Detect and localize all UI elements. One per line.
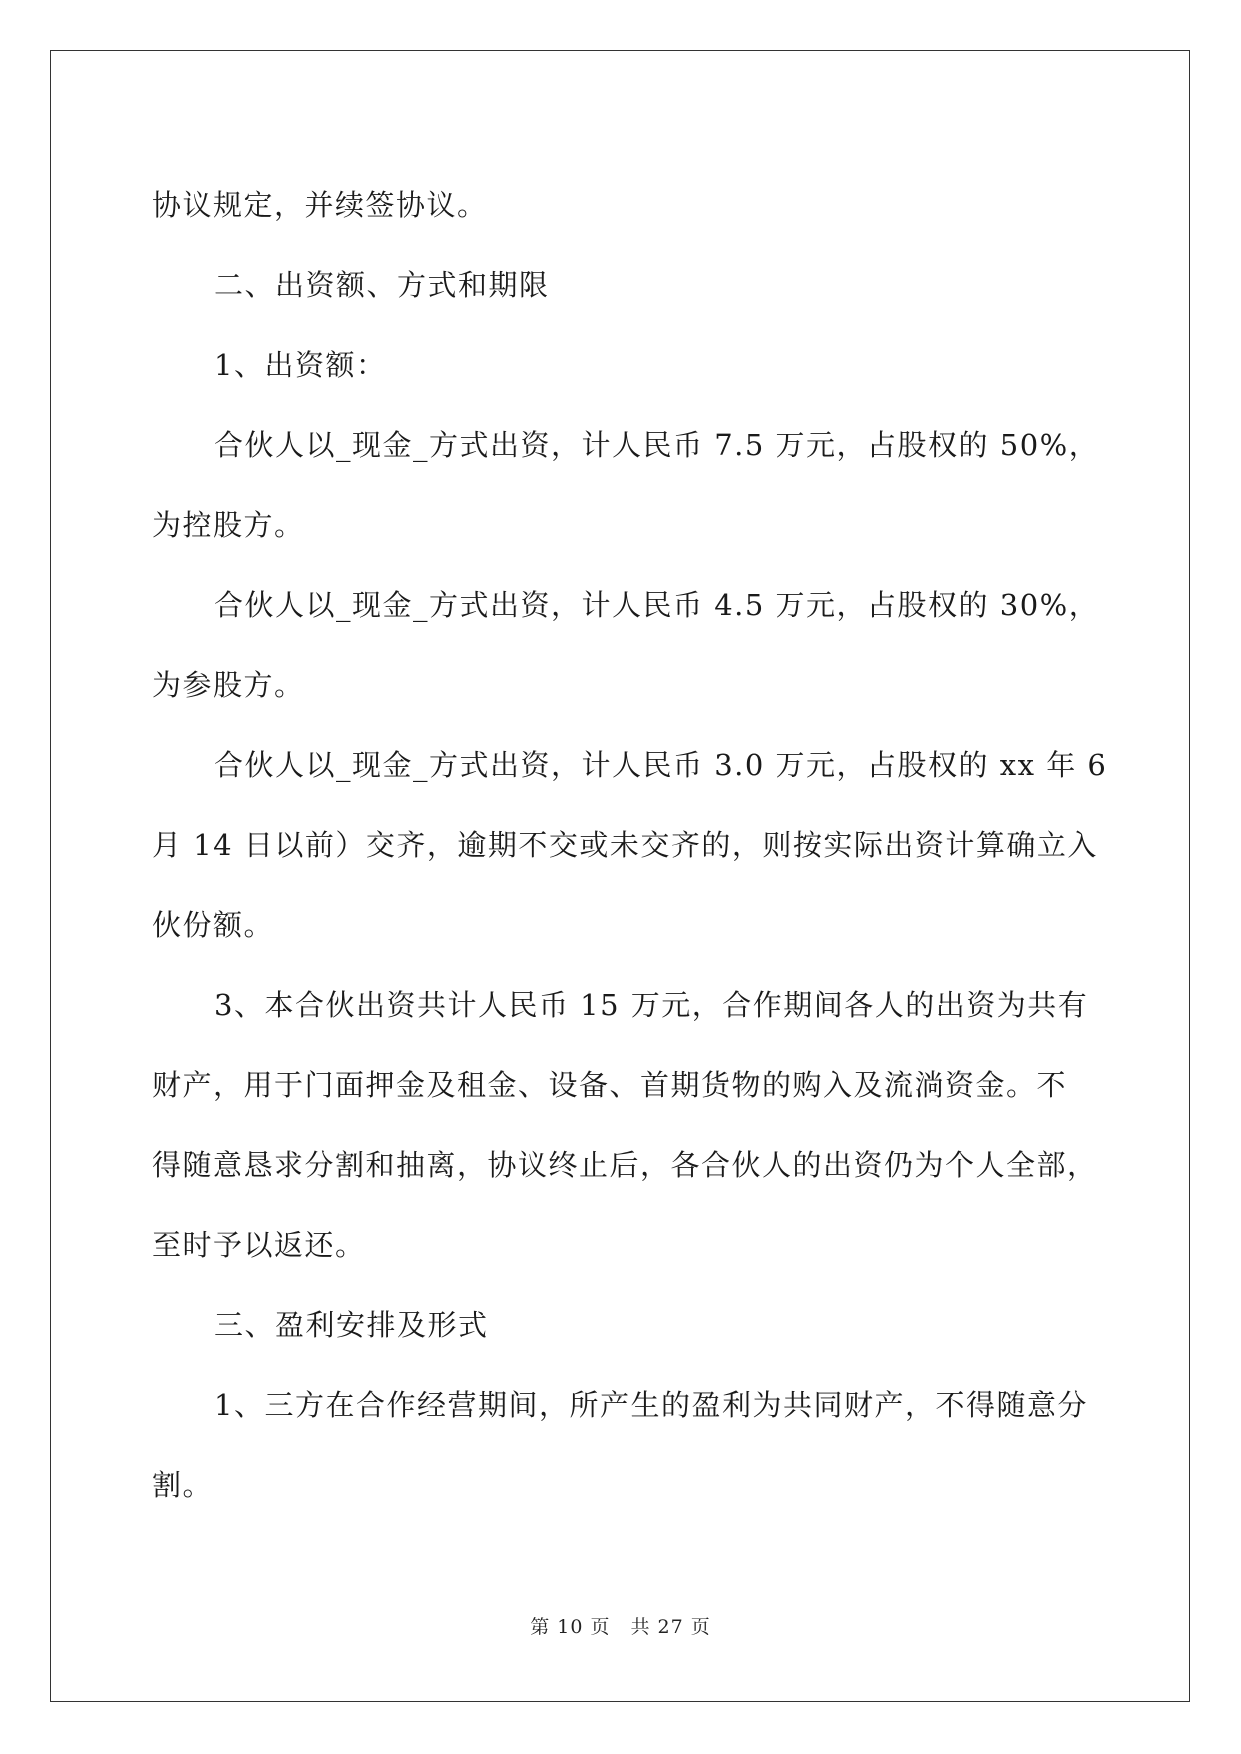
subheading-contribution: 1、出资额： [214, 348, 387, 382]
body-line-9: 月 14 日以前）交齐，逾期不交或未交齐的，则按实际出资计算确立入 [152, 828, 1098, 862]
body-line-13: 得随意恳求分割和抽离，协议终止后，各合伙人的出资仍为个人全部， [152, 1148, 1098, 1182]
body-line-1: 协议规定，并续签协议。 [152, 188, 488, 222]
section-heading-3: 三、盈利安排及形式 [214, 1308, 489, 1342]
body-line-4: 合伙人以_现金_方式出资，计人民币 7.5 万元，占股权的 50%， [214, 428, 1100, 462]
body-line-8: 合伙人以_现金_方式出资，计人民币 3.0 万元，占股权的 xx 年 6 [214, 748, 1108, 782]
section-heading-2: 二、出资额、方式和期限 [214, 268, 550, 302]
body-line-6: 合伙人以_现金_方式出资，计人民币 4.5 万元，占股权的 30%， [214, 588, 1100, 622]
body-line-10: 伙份额。 [152, 908, 275, 942]
body-line-5: 为控股方。 [152, 508, 305, 542]
body-line-11: 3、本合伙出资共计人民币 15 万元，合作期间各人的出资为共有 [214, 988, 1089, 1022]
body-line-16: 1、三方在合作经营期间，所产生的盈利为共同财产，不得随意分 [214, 1388, 1088, 1422]
document-body [152, 165, 1108, 1525]
body-line-17: 割。 [152, 1468, 214, 1502]
body-line-7: 为参股方。 [152, 668, 305, 702]
page-number-footer: 第 10 页 共 27 页 [530, 1616, 711, 1638]
body-line-14: 至时予以返还。 [152, 1228, 366, 1262]
body-line-12: 财产，用于门面押金及租金、设备、首期货物的购入及流淌资金。不 [152, 1068, 1068, 1102]
